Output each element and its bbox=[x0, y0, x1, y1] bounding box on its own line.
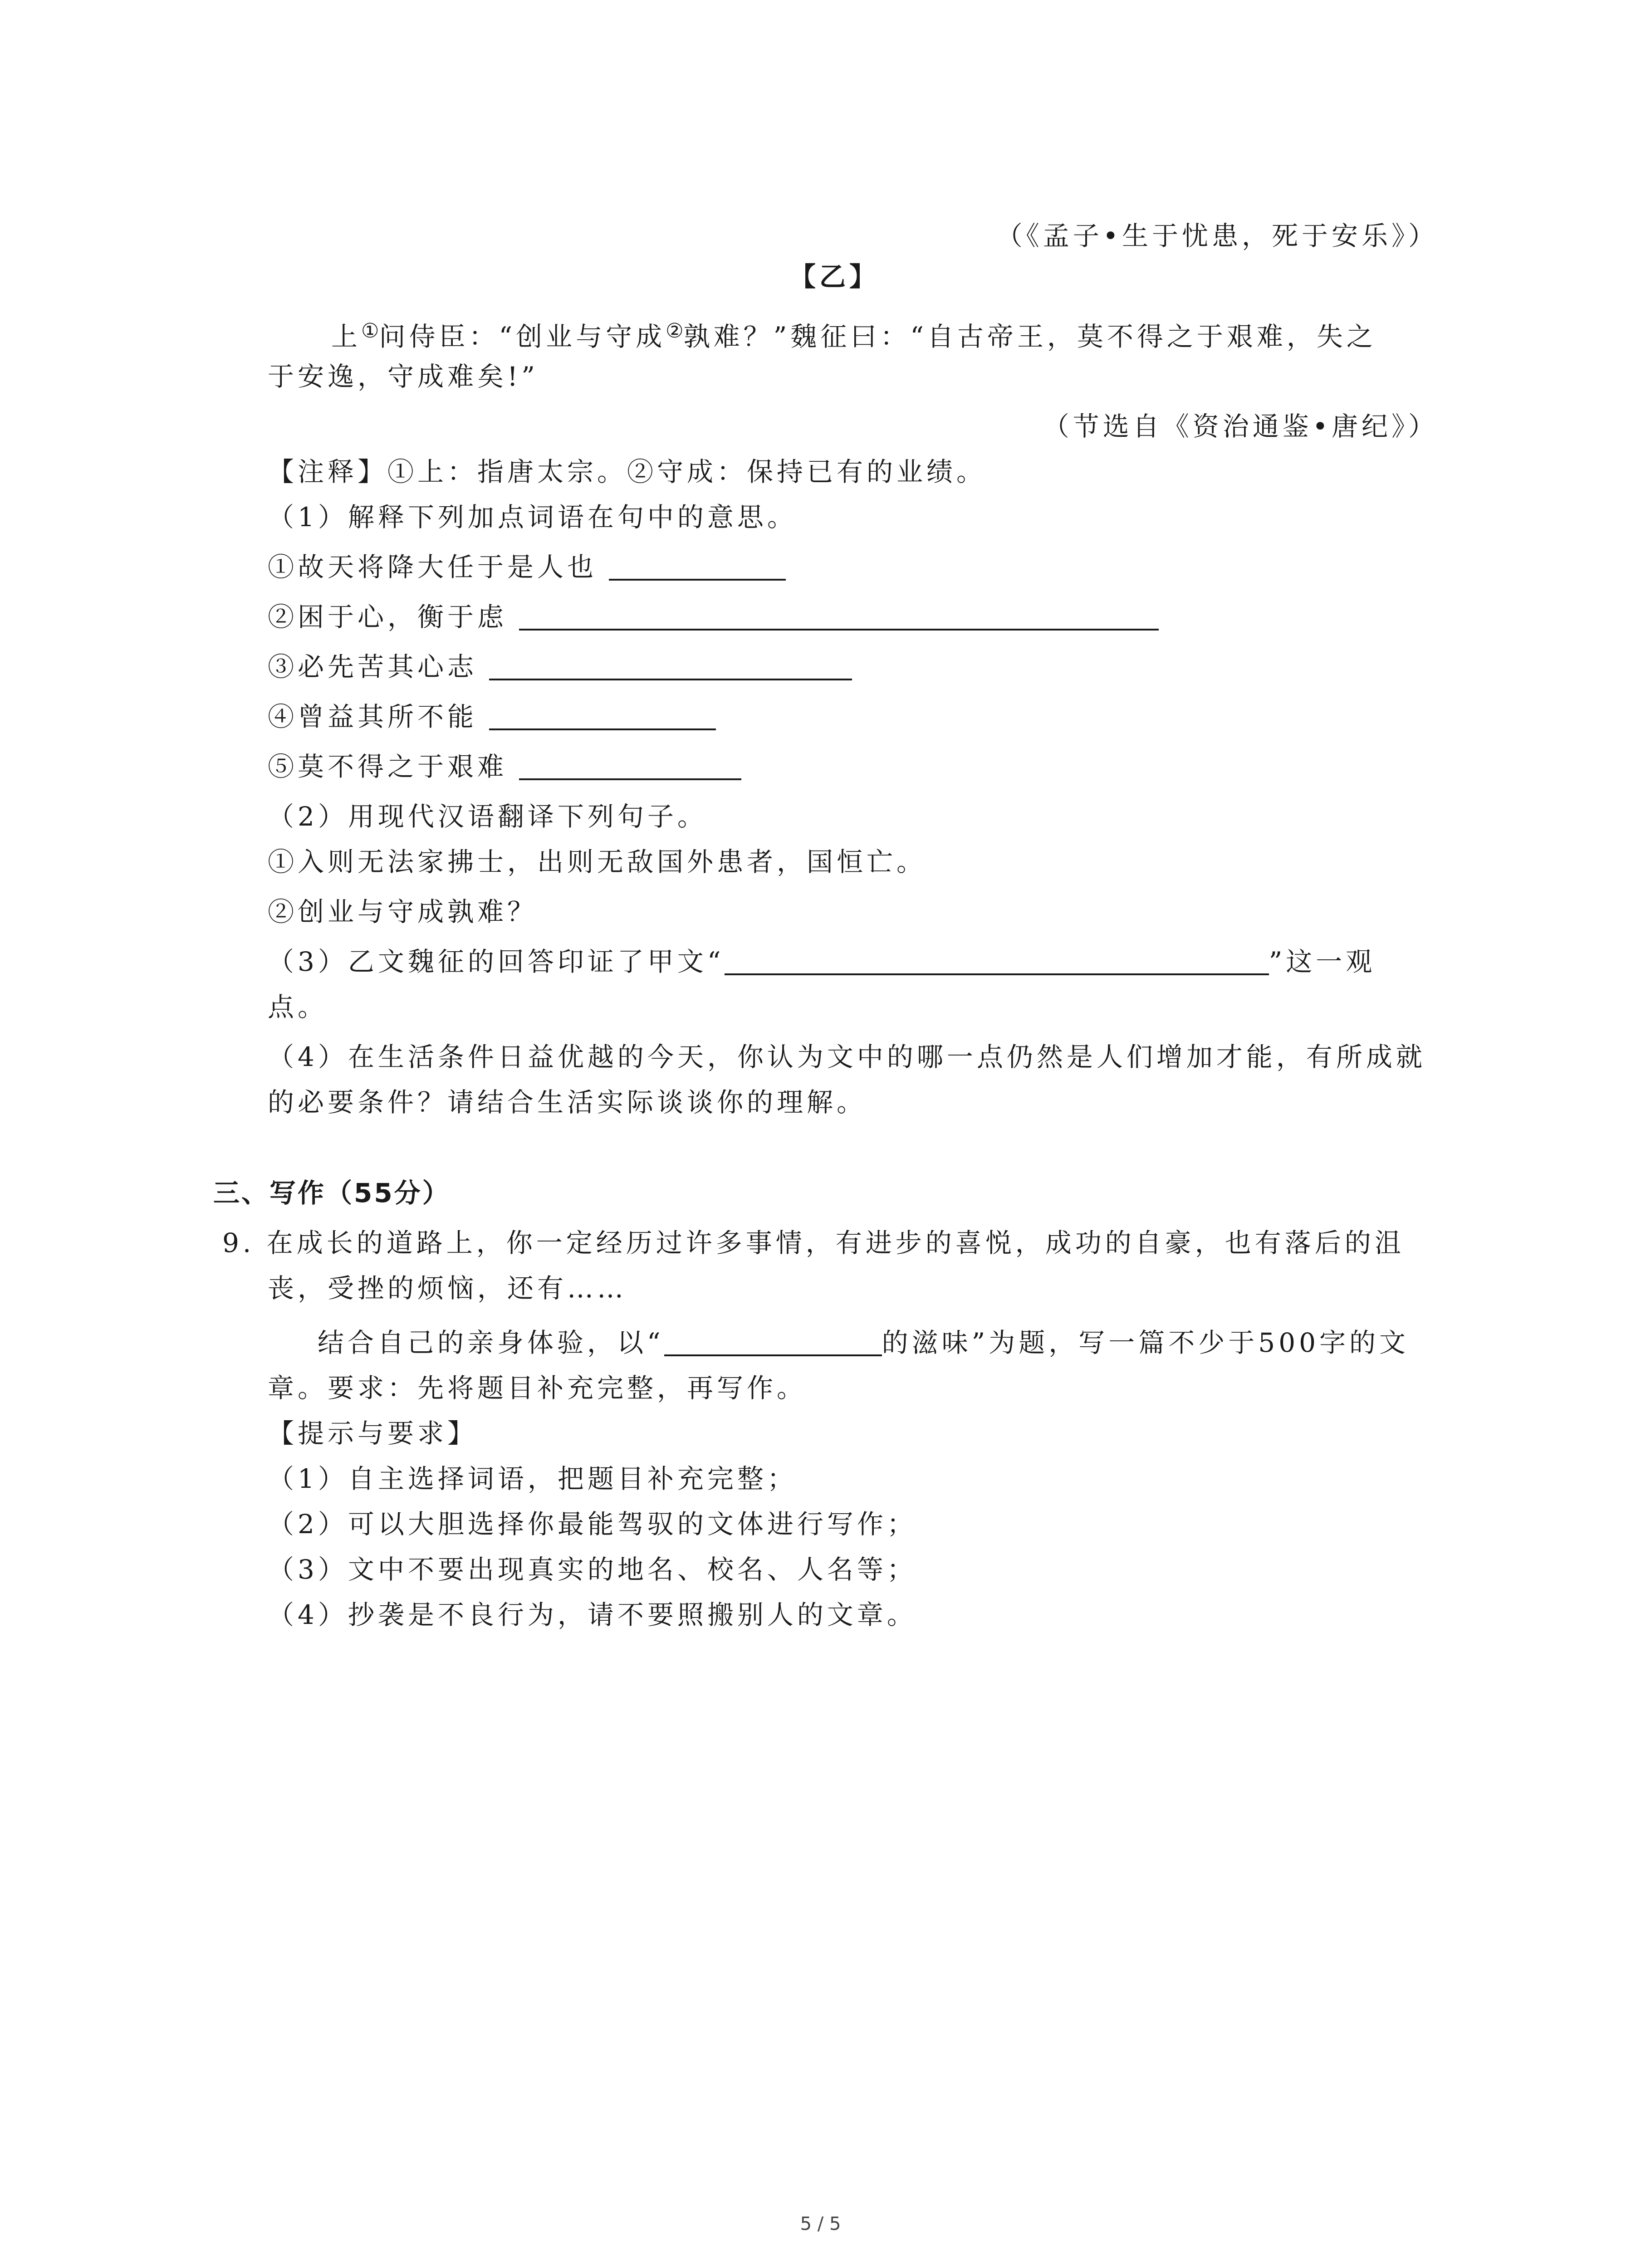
tip-3: （3）文中不要出现真实的地名、校名、人名等； bbox=[268, 1554, 917, 1585]
answer-blank-2[interactable] bbox=[519, 602, 1159, 631]
section3-title: 三、写作（55分） bbox=[213, 1178, 451, 1208]
tips-title: 【提示与要求】 bbox=[268, 1418, 478, 1449]
tip-1: （1）自主选择词语，把题目补充完整； bbox=[268, 1463, 797, 1494]
q9-line4: 章。要求：先将题目补充完整，再写作。 bbox=[268, 1373, 807, 1403]
q1-prompt: （1）解释下列加点词语在句中的意思。 bbox=[268, 502, 797, 533]
q9-line2: 丧，受挫的烦恼，还有…… bbox=[268, 1273, 627, 1304]
answer-blank-5[interactable] bbox=[519, 752, 741, 780]
yi-text-line1: 上①问侍臣：“创业与守成②孰难？”魏征曰：“自古帝王，莫不得之于艰难，失之 bbox=[331, 319, 1376, 352]
title-blank[interactable] bbox=[664, 1328, 882, 1356]
q1-item-4: ④曾益其所不能 bbox=[268, 699, 716, 735]
q2-item-2: ②创业与守成孰难？ bbox=[268, 896, 538, 927]
q2-item-1: ①入则无法家拂士，出则无敌国外患者，国恒亡。 bbox=[268, 846, 927, 877]
tip-2: （2）可以大胆选择你最能驾驭的文体进行写作； bbox=[268, 1509, 917, 1540]
tip-4: （4）抄袭是不良行为，请不要照搬别人的文章。 bbox=[268, 1599, 917, 1630]
q9-line1: 9. 在成长的道路上，你一定经历过许多事情，有进步的喜悦，成功的自豪，也有落后的沮 bbox=[222, 1227, 1405, 1258]
q1-item-3: ③必先苦其心志 bbox=[268, 649, 852, 685]
q1-item-5: ⑤莫不得之于艰难 bbox=[268, 748, 741, 785]
page-number: 5 / 5 bbox=[800, 2214, 841, 2234]
yi-heading: 【乙】 bbox=[789, 261, 880, 292]
q1-item-2: ②困于心，衡于虑 bbox=[268, 599, 1159, 635]
q3-line1: （3）乙文魏征的回答印证了甲文“ ”这一观 bbox=[268, 946, 1376, 977]
answer-blank-q3[interactable] bbox=[725, 947, 1269, 975]
q4-line2: 的必要条件？请结合生活实际谈谈你的理解。 bbox=[268, 1087, 867, 1118]
source-yi: （节选自《资治通鉴•唐纪》） bbox=[1043, 411, 1438, 442]
answer-blank-4[interactable] bbox=[489, 702, 716, 730]
q4-line1: （4）在生活条件日益优越的今天，你认为文中的哪一点仍然是人们增加才能，有所成就 bbox=[268, 1041, 1426, 1072]
source-jia: （《孟子•生于忧患，死于安乐》） bbox=[996, 220, 1438, 251]
note-marker-1: ① bbox=[361, 319, 379, 342]
answer-blank-1[interactable] bbox=[609, 552, 786, 581]
q3-line2: 点。 bbox=[268, 992, 328, 1022]
note-marker-2: ② bbox=[666, 319, 684, 342]
yi-text-line2: 于安逸，守成难矣!” bbox=[268, 361, 539, 392]
q9-line3: 结合自己的亲身体验，以“ 的滋味”为题，写一篇不少于500字的文 bbox=[318, 1327, 1410, 1358]
answer-blank-3[interactable] bbox=[489, 652, 852, 680]
q2-prompt: （2）用现代汉语翻译下列句子。 bbox=[268, 801, 707, 832]
annotation: 【注释】①上：指唐太宗。②守成：保持已有的业绩。 bbox=[268, 456, 987, 487]
q1-item-1: ①故天将降大任于是人也 bbox=[268, 549, 786, 585]
